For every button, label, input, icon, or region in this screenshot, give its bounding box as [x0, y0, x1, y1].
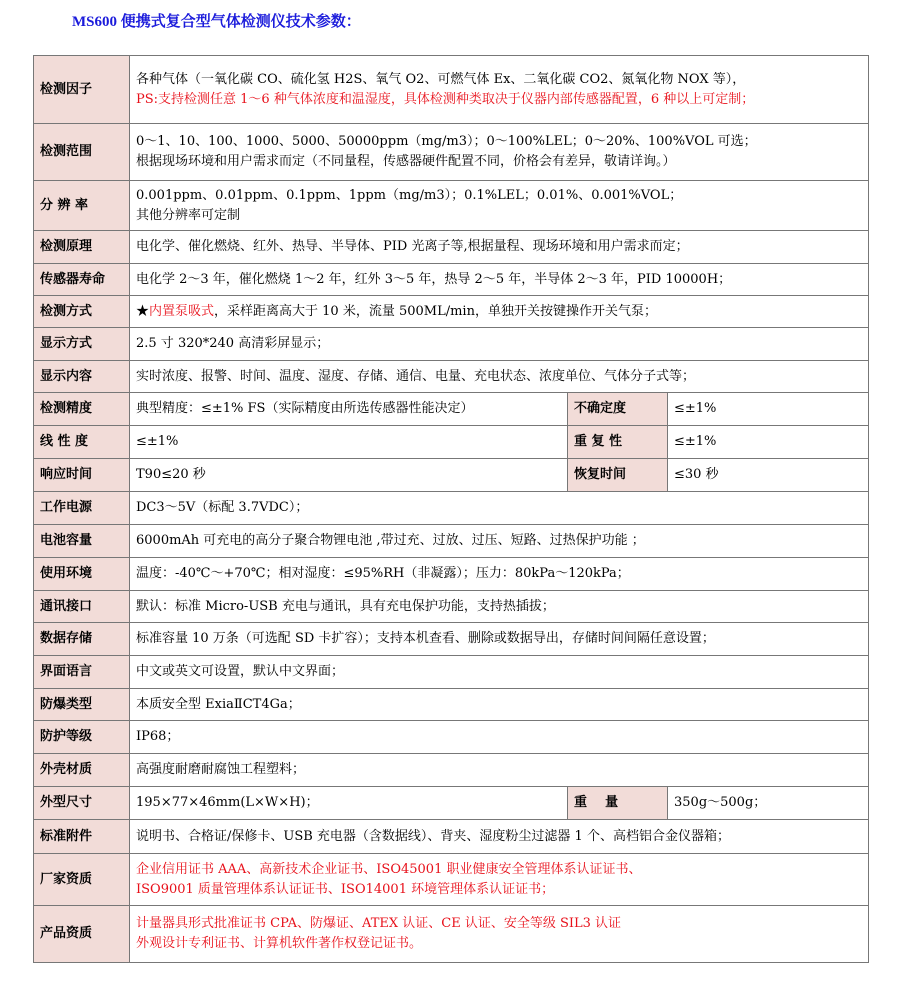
row-label: 通讯接口: [34, 591, 130, 623]
row-label: 显示方式: [34, 328, 130, 361]
row-storage: [34, 623, 869, 656]
row-product: [34, 906, 869, 963]
row-vendor: [34, 854, 869, 906]
row-value: 企业信用证书 AAA、高新技术企业证书、ISO45001 职业健康安全管理体系认证证书、: [136, 861, 642, 877]
row-value: 高强度耐磨耐腐蚀工程塑料；: [130, 754, 869, 787]
row-resolution: [34, 181, 869, 231]
row-value: IP68；: [130, 721, 869, 754]
row-label: 线 性 度: [34, 426, 130, 459]
row-value-2: ISO9001 质量管理体系认证证书、ISO14001 环境管理体系认证证书；: [136, 881, 555, 897]
row-label: 检测精度: [34, 393, 130, 426]
row-linearity: [34, 426, 869, 459]
row-method: [34, 296, 869, 328]
row-value-2: ≤30 秒: [668, 459, 869, 492]
row-value: 各种气体（一氧化碳 CO、硫化氢 H2S、氧气 O2、可燃气体 Ex、二氧化碳 CO2、氮氧化物 NOX 等），: [136, 71, 746, 87]
row-battery: [34, 525, 869, 558]
row-value: 195×77×46mm(L×W×H)；: [130, 787, 568, 820]
row-value-2: ≤±1%: [668, 393, 869, 426]
row-label-2: 恢复时间: [568, 459, 668, 492]
row-value-2: 350g～500g；: [668, 787, 869, 820]
row-accessories: [34, 820, 869, 854]
row-value: 0～1、10、100、1000、5000、50000ppm（mg/m3）；0～100%LEL；0～20%、100%VOL 可选；: [136, 134, 757, 149]
row-label: 防护等级: [34, 721, 130, 754]
row-value: T90≤20 秒: [130, 459, 568, 492]
row-protection: [34, 721, 869, 754]
spec-table: [33, 55, 869, 963]
row-label-2: 不确定度: [568, 393, 668, 426]
row-label: 数据存储: [34, 623, 130, 656]
row-label: 电池容量: [34, 525, 130, 558]
row-size: [34, 787, 869, 820]
row-display-mode: [34, 328, 869, 361]
row-value: 温度：-40℃～+70℃；相对湿度：≤95%RH（非凝露）；压力：80kPa～120kPa；: [130, 558, 869, 591]
row-value-2: 外观设计专利证书、计算机软件著作权登记证书。: [136, 936, 423, 951]
row-environment: [34, 558, 869, 591]
row-value: 说明书、合格证/保修卡、USB 充电器（含数据线）、背夹、湿度粉尘过滤器 1 个、高档铝合金仪器箱；: [130, 820, 869, 854]
row-label: 使用环境: [34, 558, 130, 591]
row-label: 工作电源: [34, 492, 130, 525]
row-range: [34, 124, 869, 181]
row-label-2: 重 复 性: [568, 426, 668, 459]
row-display-content: [34, 361, 869, 393]
row-power: [34, 492, 869, 525]
row-label: 外型尺寸: [34, 787, 130, 820]
row-value: 中文或英文可设置，默认中文界面；: [130, 656, 869, 689]
row-label: 检测因子: [34, 56, 130, 124]
row-accuracy: [34, 393, 869, 426]
row-note: PS:支持检测任意 1～6 种气体浓度和温湿度，具体检测种类取决于仪器内部传感器配置，6 种以上可定制；: [136, 91, 755, 107]
row-label: 分 辨 率: [34, 181, 130, 231]
row-value: ≤±1%: [130, 426, 568, 459]
row-value: 6000mAh 可充电的高分子聚合物锂电池 ,带过充、过放、过压、短路、过热保护功能 ；: [130, 525, 869, 558]
row-value: 0.001ppm、0.01ppm、0.1ppm、1ppm（mg/m3）；0.1%LEL；0.01%、0.001%VOL；: [136, 187, 683, 203]
row-label: 检测原理: [34, 231, 130, 264]
row-value: DC3～5V（标配 3.7VDC）；: [130, 492, 869, 525]
row-value: 2.5 寸 320*240 高清彩屏显示；: [130, 328, 869, 361]
row-principle: [34, 231, 869, 264]
row-label: 界面语言: [34, 656, 130, 689]
page-title: MS600 便携式复合型气体检测仪技术参数：: [72, 14, 361, 30]
row-value: 典型精度：≤±1% FS（实际精度由所选传感器性能决定）: [130, 393, 568, 426]
row-language: [34, 656, 869, 689]
row-factor: [34, 56, 869, 124]
row-value: 本质安全型 ExiaⅡCT4Ga；: [130, 689, 869, 721]
row-label: 检测范围: [34, 124, 130, 181]
row-label: 防爆类型: [34, 689, 130, 721]
row-label: 传感器寿命: [34, 264, 130, 296]
row-label-2: 重 量: [568, 787, 668, 820]
row-value: 计量器具形式批准证书 CPA、防爆证、ATEX 认证、CE 认证、安全等级 SIL3 认证: [136, 916, 622, 931]
row-value: 默认：标准 Micro-USB 充电与通讯，具有充电保护功能，支持热插拔；: [130, 591, 869, 623]
row-label: 响应时间: [34, 459, 130, 492]
row-label: 检测方式: [34, 296, 130, 328]
method-highlight: 内置泵吸式: [149, 303, 215, 319]
row-value: 电化学、催化燃烧、红外、热导、半导体、PID 光离子等,根据量程、现场环境和用户需求而定；: [130, 231, 869, 264]
star-icon: ★: [136, 303, 150, 319]
row-value-2: 其他分辨率可定制: [136, 207, 241, 223]
row-comm: [34, 591, 869, 623]
row-value-2: ≤±1%: [668, 426, 869, 459]
row-label: 厂家资质: [34, 854, 130, 906]
row-housing: [34, 754, 869, 787]
row-label: 外壳材质: [34, 754, 130, 787]
row-value: 标准容量 10 万条（可选配 SD 卡扩容）；支持本机查看、删除或数据导出，存储时间间隔任意设置；: [130, 623, 869, 656]
row-label: 显示内容: [34, 361, 130, 393]
row-explosion: [34, 689, 869, 721]
row-value: 实时浓度、报警、时间、温度、湿度、存储、通信、电量、充电状态、浓度单位、气体分子式等；: [130, 361, 869, 393]
row-life: [34, 264, 869, 296]
row-value: 电化学 2～3 年，催化燃烧 1～2 年，红外 3～5 年，热导 2～5 年，半导体 2～3 年，PID 10000H；: [130, 264, 869, 296]
row-value: ，采样距离高大于 10 米，流量 500ML/min，单独开关按键操作开关气泵；: [214, 303, 657, 319]
row-label: 标准附件: [34, 820, 130, 854]
row-label: 产品资质: [34, 906, 130, 963]
row-value-2: 根据现场环境和用户需求而定（不同量程，传感器硬件配置不同，价格会有差异，敬请详询。）: [136, 154, 676, 169]
row-response: [34, 459, 869, 492]
